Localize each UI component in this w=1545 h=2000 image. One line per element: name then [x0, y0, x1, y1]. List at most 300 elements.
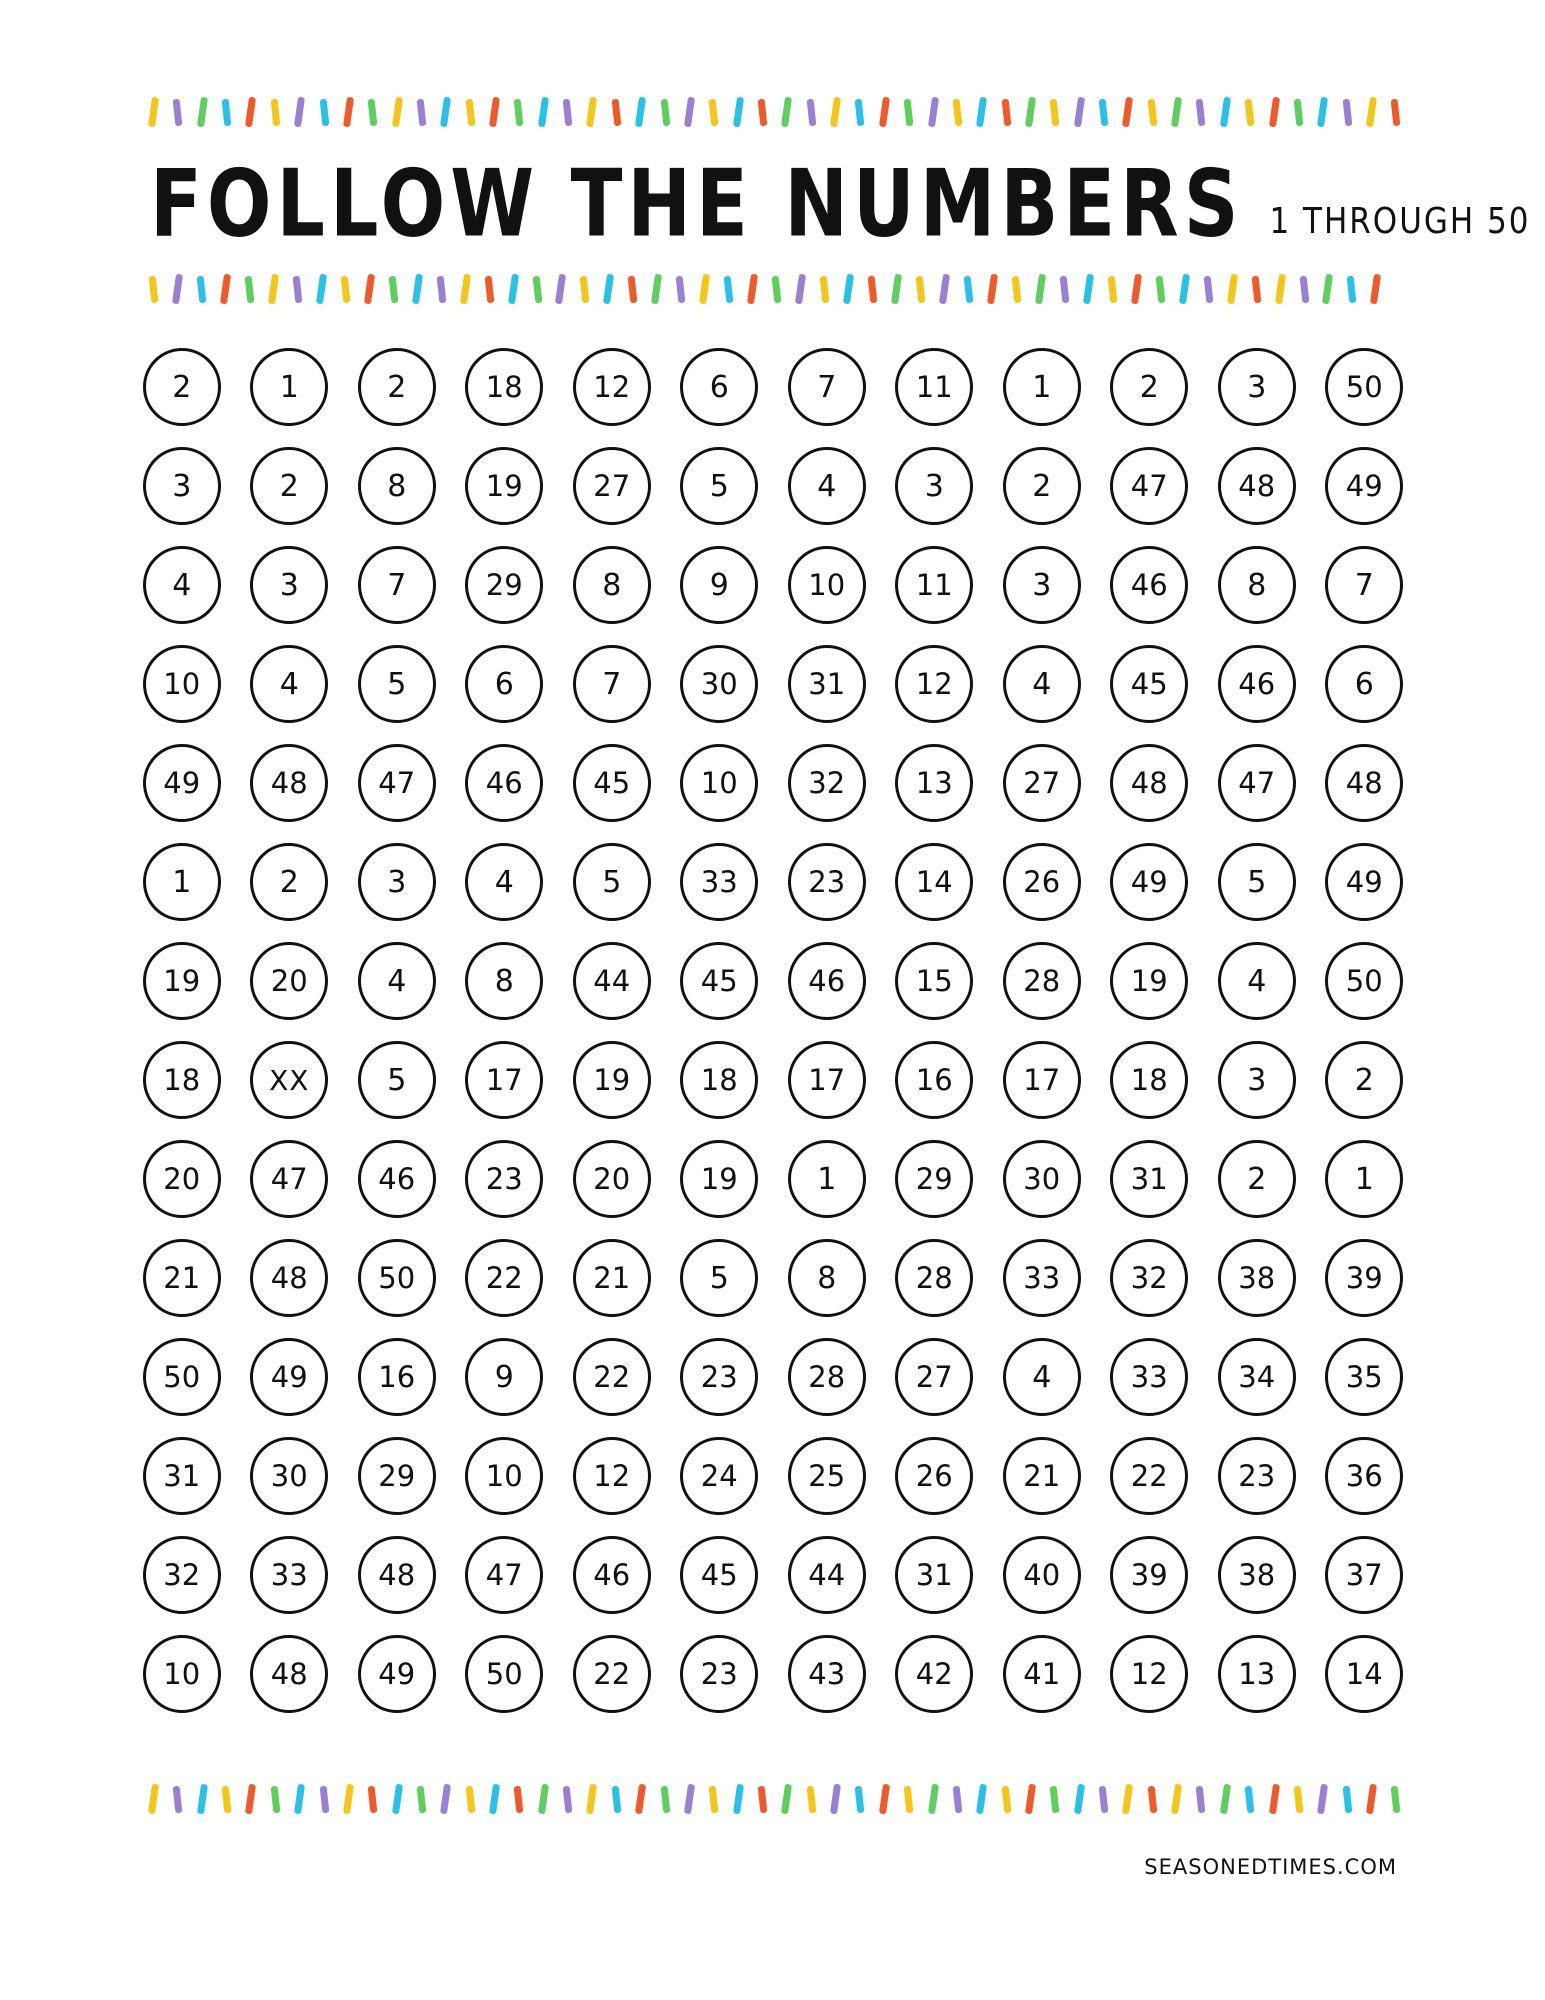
grid-cell[interactable] [558, 1236, 666, 1320]
number-circle[interactable]: 22 [465, 1239, 543, 1317]
grid-cell[interactable] [988, 444, 1096, 528]
grid-cell[interactable] [773, 1236, 881, 1320]
grid-cell[interactable] [451, 444, 559, 528]
number-circle[interactable]: 21 [1003, 1437, 1081, 1515]
number-circle[interactable]: 10 [143, 1635, 221, 1713]
grid-cell[interactable] [128, 741, 236, 825]
grid-cell[interactable] [128, 1038, 236, 1122]
number-circle[interactable]: 5 [680, 1239, 758, 1317]
number-circle[interactable]: 45 [680, 1536, 758, 1614]
number-circle[interactable]: 31 [1110, 1140, 1188, 1218]
grid-cell[interactable] [128, 1236, 236, 1320]
grid-cell[interactable] [128, 543, 236, 627]
grid-cell[interactable] [1203, 345, 1311, 429]
number-circle[interactable]: 48 [250, 1239, 328, 1317]
grid-cell[interactable] [881, 1038, 989, 1122]
grid-cell[interactable] [558, 1137, 666, 1221]
grid-cell[interactable] [1203, 642, 1311, 726]
number-circle[interactable]: 3 [358, 843, 436, 921]
number-circle[interactable]: 22 [573, 1635, 651, 1713]
number-circle[interactable]: 4 [143, 546, 221, 624]
number-circle[interactable]: 49 [1325, 843, 1403, 921]
grid-cell[interactable] [343, 1137, 451, 1221]
grid-cell[interactable] [773, 1533, 881, 1617]
grid-cell[interactable] [343, 741, 451, 825]
grid-cell[interactable] [881, 1335, 989, 1419]
grid-cell[interactable] [773, 543, 881, 627]
grid-cell[interactable] [666, 1434, 774, 1518]
number-circle[interactable]: 2 [250, 447, 328, 525]
number-circle[interactable]: 6 [1325, 645, 1403, 723]
number-circle[interactable]: 24 [680, 1437, 758, 1515]
grid-cell[interactable] [1096, 444, 1204, 528]
grid-cell[interactable] [1203, 1038, 1311, 1122]
number-circle[interactable]: 2 [250, 843, 328, 921]
number-circle[interactable]: 47 [1110, 447, 1188, 525]
grid-cell[interactable] [1311, 741, 1419, 825]
grid-cell[interactable] [451, 840, 559, 924]
grid-cell[interactable] [236, 1236, 344, 1320]
grid-cell[interactable] [881, 1137, 989, 1221]
grid-cell[interactable] [666, 543, 774, 627]
number-circle[interactable]: 2 [1003, 447, 1081, 525]
grid-cell[interactable] [128, 840, 236, 924]
number-circle[interactable]: 8 [1218, 546, 1296, 624]
number-circle[interactable]: 3 [143, 447, 221, 525]
number-circle[interactable]: 28 [1003, 942, 1081, 1020]
number-circle[interactable]: 48 [1110, 744, 1188, 822]
grid-cell[interactable] [451, 741, 559, 825]
number-circle[interactable]: 48 [1325, 744, 1403, 822]
grid-cell[interactable] [451, 1236, 559, 1320]
number-circle[interactable]: 2 [1110, 348, 1188, 426]
grid-cell[interactable] [343, 840, 451, 924]
grid-cell[interactable] [1203, 1137, 1311, 1221]
number-circle[interactable]: 46 [788, 942, 866, 1020]
number-circle[interactable]: 3 [1218, 348, 1296, 426]
number-circle[interactable]: 31 [895, 1536, 973, 1614]
number-circle[interactable]: 43 [788, 1635, 866, 1713]
number-circle[interactable]: 10 [788, 546, 866, 624]
number-circle[interactable]: 34 [1218, 1338, 1296, 1416]
grid-cell[interactable] [773, 1632, 881, 1716]
grid-cell[interactable] [773, 444, 881, 528]
number-circle[interactable]: 12 [895, 645, 973, 723]
grid-cell[interactable] [451, 345, 559, 429]
grid-cell[interactable] [558, 939, 666, 1023]
grid-cell[interactable] [1096, 1236, 1204, 1320]
grid-cell[interactable] [881, 1434, 989, 1518]
grid-cell[interactable] [1096, 741, 1204, 825]
number-circle[interactable]: 23 [680, 1635, 758, 1713]
grid-cell[interactable] [128, 1533, 236, 1617]
grid-cell[interactable] [236, 444, 344, 528]
grid-cell[interactable] [1203, 444, 1311, 528]
number-circle[interactable]: 4 [358, 942, 436, 1020]
number-circle[interactable]: 7 [573, 645, 651, 723]
number-circle[interactable]: 16 [895, 1041, 973, 1119]
number-circle[interactable]: 1 [250, 348, 328, 426]
number-circle[interactable]: 38 [1218, 1536, 1296, 1614]
grid-cell[interactable] [1096, 1137, 1204, 1221]
grid-cell[interactable] [1096, 1038, 1204, 1122]
grid-cell[interactable] [236, 1533, 344, 1617]
grid-cell[interactable] [236, 1335, 344, 1419]
number-circle[interactable]: 29 [358, 1437, 436, 1515]
grid-cell[interactable] [988, 1434, 1096, 1518]
number-circle[interactable]: 37 [1325, 1536, 1403, 1614]
grid-cell[interactable] [236, 1038, 344, 1122]
number-circle[interactable]: 16 [358, 1338, 436, 1416]
grid-cell[interactable] [558, 345, 666, 429]
grid-cell[interactable] [1096, 345, 1204, 429]
number-circle[interactable]: 23 [465, 1140, 543, 1218]
grid-cell[interactable] [773, 1038, 881, 1122]
grid-cell[interactable] [988, 543, 1096, 627]
number-circle[interactable]: 46 [1110, 546, 1188, 624]
number-circle[interactable]: 33 [250, 1536, 328, 1614]
number-circle[interactable]: 9 [465, 1338, 543, 1416]
grid-cell[interactable] [666, 642, 774, 726]
number-circle[interactable]: 49 [1325, 447, 1403, 525]
grid-cell[interactable] [988, 840, 1096, 924]
grid-cell[interactable] [451, 1434, 559, 1518]
grid-cell[interactable] [451, 1533, 559, 1617]
grid-cell[interactable] [988, 1137, 1096, 1221]
number-circle[interactable]: 45 [573, 744, 651, 822]
number-circle[interactable]: 19 [465, 447, 543, 525]
number-circle[interactable]: 46 [358, 1140, 436, 1218]
number-circle[interactable]: 49 [358, 1635, 436, 1713]
number-circle[interactable]: 29 [465, 546, 543, 624]
number-circle[interactable]: 1 [788, 1140, 866, 1218]
number-circle[interactable]: 47 [250, 1140, 328, 1218]
grid-cell[interactable] [128, 345, 236, 429]
grid-cell[interactable] [343, 642, 451, 726]
number-circle[interactable]: 3 [1003, 546, 1081, 624]
grid-cell[interactable] [881, 1533, 989, 1617]
number-circle[interactable]: 5 [358, 645, 436, 723]
grid-cell[interactable] [881, 1632, 989, 1716]
grid-cell[interactable] [1096, 1434, 1204, 1518]
number-circle[interactable]: 41 [1003, 1635, 1081, 1713]
number-circle[interactable]: 8 [788, 1239, 866, 1317]
grid-cell[interactable] [881, 1236, 989, 1320]
grid-cell[interactable] [988, 1533, 1096, 1617]
number-circle[interactable]: 17 [1003, 1041, 1081, 1119]
number-circle[interactable]: 49 [250, 1338, 328, 1416]
grid-cell[interactable] [881, 939, 989, 1023]
grid-cell[interactable] [451, 1038, 559, 1122]
grid-cell[interactable] [343, 1533, 451, 1617]
grid-cell[interactable] [666, 939, 774, 1023]
number-circle[interactable]: 33 [1003, 1239, 1081, 1317]
grid-cell[interactable] [558, 1335, 666, 1419]
grid-cell[interactable] [1311, 543, 1419, 627]
grid-cell[interactable] [988, 642, 1096, 726]
grid-cell[interactable] [773, 741, 881, 825]
number-circle[interactable]: 4 [1003, 645, 1081, 723]
grid-cell[interactable] [773, 1137, 881, 1221]
number-circle[interactable]: 3 [1218, 1041, 1296, 1119]
number-circle[interactable]: 4 [788, 447, 866, 525]
start-marker-circle[interactable]: XX [250, 1041, 328, 1119]
number-circle[interactable]: 46 [465, 744, 543, 822]
grid-cell[interactable] [343, 444, 451, 528]
number-circle[interactable]: 6 [680, 348, 758, 426]
number-circle[interactable]: 23 [680, 1338, 758, 1416]
grid-cell[interactable] [128, 1434, 236, 1518]
grid-cell[interactable] [1096, 543, 1204, 627]
grid-cell[interactable] [666, 1137, 774, 1221]
number-circle[interactable]: 27 [573, 447, 651, 525]
grid-cell[interactable] [881, 642, 989, 726]
number-circle[interactable]: 2 [358, 348, 436, 426]
grid-cell[interactable] [128, 1632, 236, 1716]
number-circle[interactable]: 49 [1110, 843, 1188, 921]
number-circle[interactable]: 14 [895, 843, 973, 921]
grid-cell[interactable] [236, 741, 344, 825]
number-circle[interactable]: 17 [788, 1041, 866, 1119]
grid-cell[interactable] [343, 1632, 451, 1716]
grid-cell[interactable] [1311, 939, 1419, 1023]
number-circle[interactable]: 32 [788, 744, 866, 822]
number-circle[interactable]: 2 [1218, 1140, 1296, 1218]
number-circle[interactable]: 18 [1110, 1041, 1188, 1119]
number-circle[interactable]: 49 [143, 744, 221, 822]
number-circle[interactable]: 29 [895, 1140, 973, 1218]
grid-cell[interactable] [988, 741, 1096, 825]
number-circle[interactable]: 14 [1325, 1635, 1403, 1713]
number-circle[interactable]: 13 [1218, 1635, 1296, 1713]
number-circle[interactable]: 27 [895, 1338, 973, 1416]
number-circle[interactable]: 10 [143, 645, 221, 723]
grid-cell[interactable] [666, 1038, 774, 1122]
grid-cell[interactable] [1203, 741, 1311, 825]
grid-cell[interactable] [236, 939, 344, 1023]
number-circle[interactable]: 15 [895, 942, 973, 1020]
number-circle[interactable]: 18 [680, 1041, 758, 1119]
number-circle[interactable]: 11 [895, 546, 973, 624]
number-circle[interactable]: 13 [895, 744, 973, 822]
number-circle[interactable]: 20 [250, 942, 328, 1020]
number-circle[interactable]: 3 [895, 447, 973, 525]
number-circle[interactable]: 47 [465, 1536, 543, 1614]
number-circle[interactable]: 4 [250, 645, 328, 723]
number-circle[interactable]: 50 [358, 1239, 436, 1317]
number-circle[interactable]: 30 [250, 1437, 328, 1515]
grid-cell[interactable] [1311, 1038, 1419, 1122]
grid-cell[interactable] [1311, 1533, 1419, 1617]
number-circle[interactable]: 18 [143, 1041, 221, 1119]
grid-cell[interactable] [666, 1335, 774, 1419]
number-circle[interactable]: 4 [1218, 942, 1296, 1020]
grid-cell[interactable] [343, 543, 451, 627]
number-circle[interactable]: 6 [465, 645, 543, 723]
number-circle[interactable]: 25 [788, 1437, 866, 1515]
grid-cell[interactable] [343, 345, 451, 429]
grid-cell[interactable] [1203, 1434, 1311, 1518]
grid-cell[interactable] [1096, 1533, 1204, 1617]
grid-cell[interactable] [558, 444, 666, 528]
grid-cell[interactable] [343, 1335, 451, 1419]
grid-cell[interactable] [1311, 1137, 1419, 1221]
grid-cell[interactable] [666, 840, 774, 924]
number-circle[interactable]: 5 [573, 843, 651, 921]
grid-cell[interactable] [128, 939, 236, 1023]
grid-cell[interactable] [666, 1533, 774, 1617]
grid-cell[interactable] [1203, 1335, 1311, 1419]
grid-cell[interactable] [558, 642, 666, 726]
grid-cell[interactable] [1203, 1236, 1311, 1320]
number-circle[interactable]: 10 [465, 1437, 543, 1515]
grid-cell[interactable] [773, 345, 881, 429]
grid-cell[interactable] [881, 741, 989, 825]
grid-cell[interactable] [558, 1038, 666, 1122]
number-circle[interactable]: 36 [1325, 1437, 1403, 1515]
number-circle[interactable]: 1 [143, 843, 221, 921]
grid-cell[interactable] [666, 444, 774, 528]
number-circle[interactable]: 47 [1218, 744, 1296, 822]
number-circle[interactable]: 8 [573, 546, 651, 624]
number-circle[interactable]: 4 [1003, 1338, 1081, 1416]
grid-cell[interactable] [773, 642, 881, 726]
grid-cell[interactable] [988, 1236, 1096, 1320]
grid-cell[interactable] [666, 1632, 774, 1716]
number-circle[interactable]: 8 [465, 942, 543, 1020]
number-circle[interactable]: 18 [465, 348, 543, 426]
number-circle[interactable]: 48 [250, 744, 328, 822]
number-circle[interactable]: 19 [680, 1140, 758, 1218]
number-circle[interactable]: 19 [573, 1041, 651, 1119]
grid-cell[interactable] [1311, 1335, 1419, 1419]
number-circle[interactable]: 5 [680, 447, 758, 525]
number-circle[interactable]: 38 [1218, 1239, 1296, 1317]
grid-cell[interactable] [343, 1236, 451, 1320]
grid-cell[interactable] [236, 345, 344, 429]
number-circle[interactable]: 42 [895, 1635, 973, 1713]
grid-cell[interactable] [988, 939, 1096, 1023]
number-circle[interactable]: 4 [465, 843, 543, 921]
number-circle[interactable]: 1 [1003, 348, 1081, 426]
grid-cell[interactable] [1203, 1533, 1311, 1617]
number-circle[interactable]: 26 [895, 1437, 973, 1515]
number-circle[interactable]: 27 [1003, 744, 1081, 822]
number-circle[interactable]: 22 [1110, 1437, 1188, 1515]
number-circle[interactable]: 30 [1003, 1140, 1081, 1218]
grid-cell[interactable] [451, 642, 559, 726]
grid-cell[interactable] [1203, 543, 1311, 627]
grid-cell[interactable] [236, 1137, 344, 1221]
number-circle[interactable]: 2 [1325, 1041, 1403, 1119]
number-circle[interactable]: 9 [680, 546, 758, 624]
grid-cell[interactable] [1096, 1632, 1204, 1716]
grid-cell[interactable] [343, 1038, 451, 1122]
grid-cell[interactable] [1311, 1434, 1419, 1518]
grid-cell[interactable] [236, 840, 344, 924]
number-circle[interactable]: 28 [895, 1239, 973, 1317]
number-circle[interactable]: 21 [143, 1239, 221, 1317]
grid-cell[interactable] [1203, 1632, 1311, 1716]
number-circle[interactable]: 28 [788, 1338, 866, 1416]
grid-cell[interactable] [558, 1434, 666, 1518]
number-circle[interactable]: 20 [573, 1140, 651, 1218]
grid-cell[interactable] [988, 1632, 1096, 1716]
grid-cell[interactable] [128, 642, 236, 726]
grid-cell[interactable] [1311, 1632, 1419, 1716]
grid-cell[interactable] [666, 1236, 774, 1320]
number-circle[interactable]: 19 [143, 942, 221, 1020]
number-circle[interactable]: 39 [1110, 1536, 1188, 1614]
grid-cell[interactable] [236, 543, 344, 627]
number-circle[interactable]: 23 [1218, 1437, 1296, 1515]
grid-cell[interactable] [1096, 642, 1204, 726]
number-circle[interactable]: 47 [358, 744, 436, 822]
grid-cell[interactable] [666, 741, 774, 825]
number-circle[interactable]: 40 [1003, 1536, 1081, 1614]
grid-cell[interactable] [1311, 345, 1419, 429]
number-circle[interactable]: 30 [680, 645, 758, 723]
number-circle[interactable]: 22 [573, 1338, 651, 1416]
grid-cell[interactable] [1311, 1236, 1419, 1320]
grid-cell[interactable] [558, 543, 666, 627]
number-circle[interactable]: 31 [788, 645, 866, 723]
grid-cell[interactable] [236, 1632, 344, 1716]
grid-cell[interactable] [1203, 840, 1311, 924]
number-circle[interactable]: 23 [788, 843, 866, 921]
number-circle[interactable]: 50 [1325, 942, 1403, 1020]
number-circle[interactable]: 31 [143, 1437, 221, 1515]
number-circle[interactable]: 8 [358, 447, 436, 525]
grid-cell[interactable] [1311, 444, 1419, 528]
number-circle[interactable]: 46 [573, 1536, 651, 1614]
number-circle[interactable]: 35 [1325, 1338, 1403, 1416]
number-circle[interactable]: 26 [1003, 843, 1081, 921]
number-circle[interactable]: 48 [1218, 447, 1296, 525]
grid-cell[interactable] [773, 840, 881, 924]
number-circle[interactable]: 7 [358, 546, 436, 624]
grid-cell[interactable] [558, 1632, 666, 1716]
grid-cell[interactable] [666, 345, 774, 429]
number-circle[interactable]: 11 [895, 348, 973, 426]
number-circle[interactable]: 48 [358, 1536, 436, 1614]
grid-cell[interactable] [1096, 840, 1204, 924]
grid-cell[interactable] [128, 444, 236, 528]
grid-cell[interactable] [343, 939, 451, 1023]
grid-cell[interactable] [558, 741, 666, 825]
grid-cell[interactable] [988, 345, 1096, 429]
number-circle[interactable]: 21 [573, 1239, 651, 1317]
number-circle[interactable]: 12 [573, 1437, 651, 1515]
grid-cell[interactable] [236, 1434, 344, 1518]
grid-cell[interactable] [881, 543, 989, 627]
number-circle[interactable]: 7 [1325, 546, 1403, 624]
number-circle[interactable]: 46 [1218, 645, 1296, 723]
grid-cell[interactable] [1311, 840, 1419, 924]
grid-cell[interactable] [1311, 642, 1419, 726]
number-circle[interactable]: 17 [465, 1041, 543, 1119]
grid-cell[interactable] [881, 840, 989, 924]
grid-cell[interactable] [451, 1335, 559, 1419]
number-circle[interactable]: 32 [143, 1536, 221, 1614]
grid-cell[interactable] [1096, 1335, 1204, 1419]
number-circle[interactable]: 44 [788, 1536, 866, 1614]
number-circle[interactable]: 33 [1110, 1338, 1188, 1416]
number-circle[interactable]: 45 [1110, 645, 1188, 723]
number-circle[interactable]: 48 [250, 1635, 328, 1713]
grid-cell[interactable] [988, 1038, 1096, 1122]
grid-cell[interactable] [881, 444, 989, 528]
